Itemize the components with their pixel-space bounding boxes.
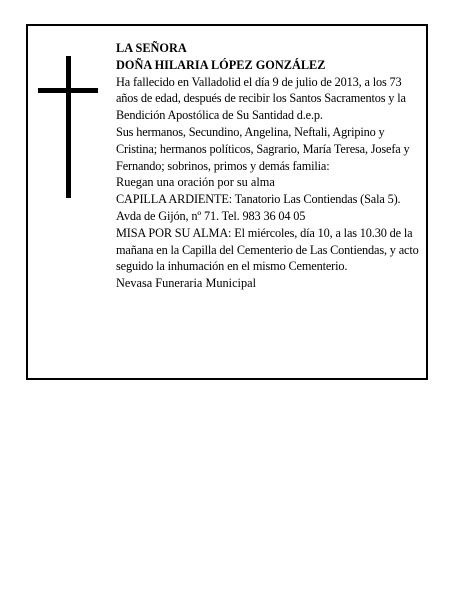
mass-info: MISA POR SU ALMA: El miércoles, día 10, a las 10.30 de la mañana en la Capilla del Cementerio de Las Contiendas, y acto seguido la inhumación en el mismo Cementerio. <box>116 225 419 274</box>
honorific: LA SEÑORA <box>116 41 187 55</box>
funeral-home: Nevasa Funeraria Municipal <box>116 276 256 291</box>
cross-vertical-bar <box>66 56 71 198</box>
notice-text <box>116 40 422 292</box>
prayer-request: Ruegan una oración por su alma <box>116 175 275 190</box>
obituary-notice <box>26 24 428 380</box>
cross-icon <box>38 56 98 198</box>
cross-horizontal-bar <box>38 88 98 93</box>
deceased-name: DOÑA HILARIA LÓPEZ GONZÁLEZ <box>116 57 326 72</box>
chapel-info: CAPILLA ARDIENTE: Tanatorio Las Contiendas (Sala 5). Avda de Gijón, nº 71. Tel. 983 36 04 05 <box>116 192 401 223</box>
death-announcement: Ha fallecido en Valladolid el día 9 de julio de 2013, a los 73 años de edad, después de recibir los Santos Sacramentos y la Bendición Apostólica de Su Santidad d.e.p. <box>116 74 406 123</box>
family-list: Sus hermanos, Secundino, Angelina, Neftali, Agripino y Cristina; hermanos políticos, Sagrario, María Teresa, Josefa y Fernando; sobrinos, primos y demás familia: <box>116 124 410 173</box>
